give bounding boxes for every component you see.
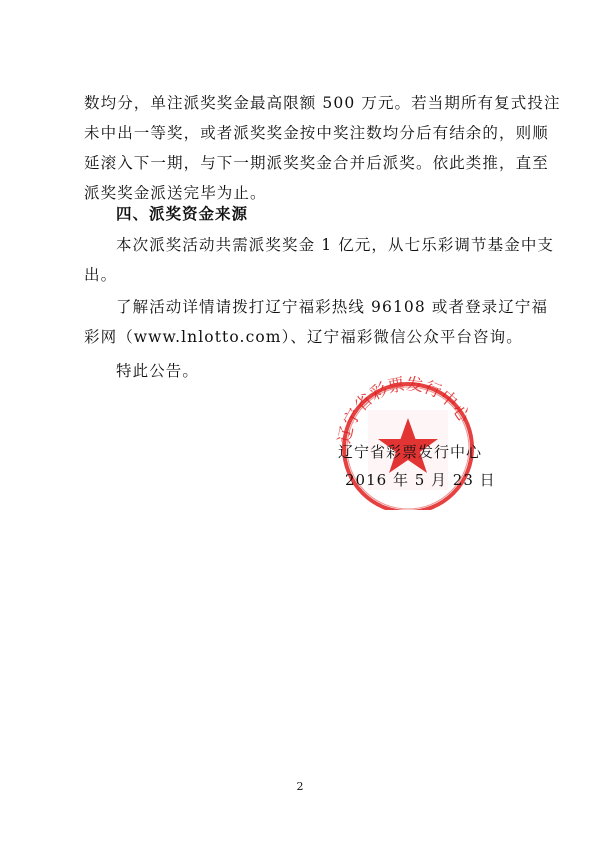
seal-text: 辽宁省彩票发行中心: [334, 374, 474, 446]
text-line: 数均分，单注派奖奖金最高限额 500 万元。若当期所有复式投注: [84, 94, 561, 112]
issuer-signature: 辽宁省彩票发行中心: [338, 443, 483, 461]
text-line: 未中出一等奖，或者派奖奖金按中奖注数均分后有结余的，则顺: [84, 124, 549, 142]
paragraph-contact-info: [84, 292, 549, 352]
text-line: 本次派奖活动共需派奖奖金 1 亿元，从七乐彩调节基金中支: [116, 236, 555, 254]
text-line: 派奖奖金派送完毕为止。: [84, 184, 267, 202]
paragraph-fund-source: [84, 230, 555, 290]
section-heading-fund-source: 四、派奖资金来源: [116, 205, 249, 223]
paragraph-prize-rules: [84, 88, 561, 208]
page-number: 2: [296, 780, 304, 793]
text-line: 延滚入下一期，与下一期派奖奖金合并后派奖。依此类推，直至: [84, 154, 549, 172]
text-line: 特此公告。: [116, 362, 200, 380]
issue-date: 2016 年 5 月 23 日: [345, 471, 496, 489]
text-line: 了解活动详情请拨打辽宁福彩热线 96108 或者登录辽宁福: [116, 298, 549, 316]
text-line: 彩网（www.lnlotto.com）、辽宁福彩微信公众平台咨询。: [84, 328, 523, 346]
text-line: 出。: [84, 266, 118, 284]
